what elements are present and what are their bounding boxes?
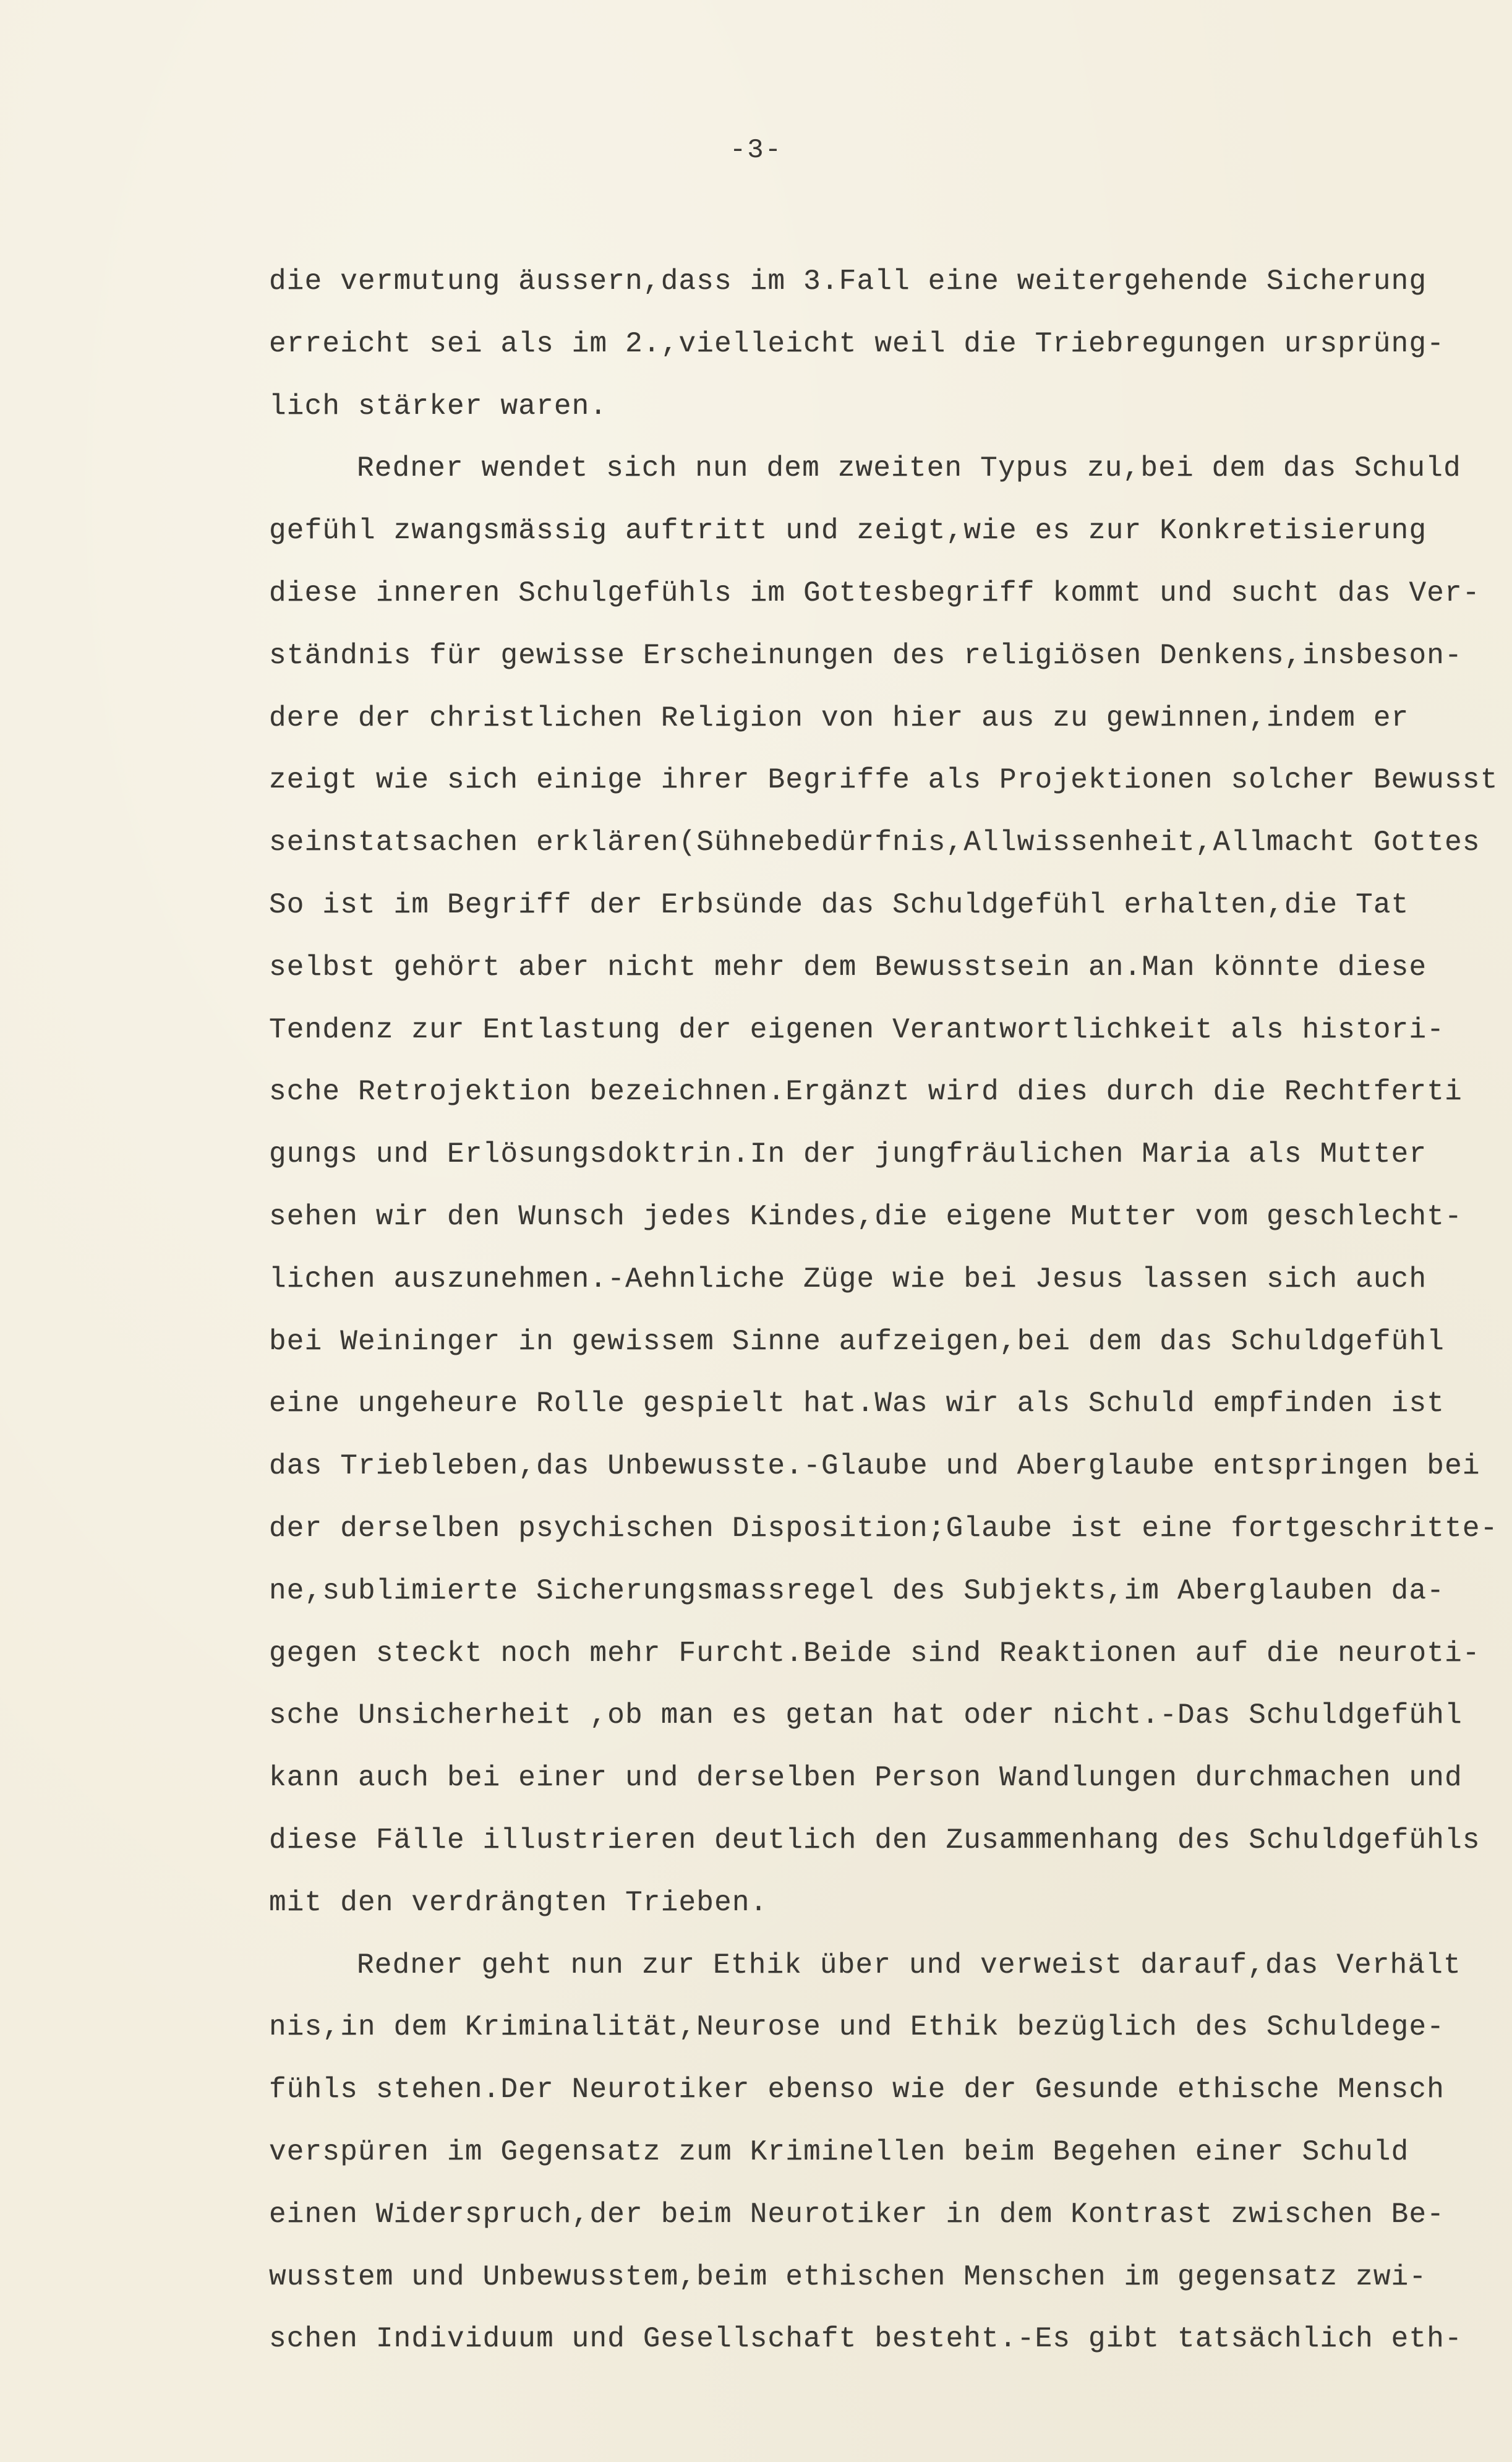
text-line: seinstatsachen erklären(Sühnebedürfnis,Allwissenheit,Allmacht Gottes (269, 826, 1480, 859)
paragraph-start-line: Redner geht nun zur Ethik über und verweist darauf,das Verhält (357, 1949, 1461, 1981)
text-line: gungs und Erlösungsdoktrin.In der jungfräulichen Maria als Mutter (269, 1138, 1427, 1171)
text-line: mit den verdrängten Trieben. (269, 1886, 768, 1919)
text-line: erreicht sei als im 2.,vielleicht weil die Triebregungen ursprüng- (269, 327, 1445, 360)
text-line: zeigt wie sich einige ihrer Begriffe als Projektionen solcher Bewusst (269, 764, 1498, 797)
text-line: sche Retrojektion bezeichnen.Ergänzt wird dies durch die Rechtferti (269, 1076, 1463, 1109)
text-line: ne,sublimierte Sicherungsmassregel des Subjekts,im Aberglauben da- (269, 1574, 1445, 1607)
text-line: bei Weininger in gewissem Sinne aufzeigen,bei dem das Schuldgefühl (269, 1325, 1445, 1358)
paragraph-start-line: Redner wendet sich nun dem zweiten Typus zu,bei dem das Schuld (357, 452, 1461, 485)
text-line: einen Widerspruch,der beim Neurotiker in dem Kontrast zwischen Be- (269, 2198, 1445, 2231)
text-line: schen Individuum und Gesellschaft besteht.-Es gibt tatsächlich eth- (269, 2323, 1463, 2356)
page-number: -3- (729, 135, 783, 166)
text-line: eine ungeheure Rolle gespielt hat.Was wir als Schuld empfinden ist (269, 1388, 1445, 1420)
text-line: fühls stehen.Der Neurotiker ebenso wie der Gesunde ethische Mensch (269, 2074, 1445, 2106)
text-line: gefühl zwangsmässig auftritt und zeigt,wie es zur Konkretisierung (269, 515, 1427, 547)
text-line: das Triebleben,das Unbewusste.-Glaube und Aberglaube entspringen bei (269, 1450, 1480, 1483)
text-line: nis,in dem Kriminalität,Neurose und Ethik bezüglich des Schuldege- (269, 2011, 1445, 2044)
typed-text-body (269, 251, 1512, 2370)
text-line: gegen steckt noch mehr Furcht.Beide sind Reaktionen auf die neuroti- (269, 1637, 1480, 1670)
text-line: verspüren im Gegensatz zum Kriminellen beim Begehen einer Schuld (269, 2135, 1409, 2168)
text-line: wusstem und Unbewusstem,beim ethischen Menschen im gegensatz zwi- (269, 2260, 1427, 2293)
text-line: So ist im Begriff der Erbsünde das Schuldgefühl erhalten,die Tat (269, 888, 1409, 921)
text-line: lich stärker waren. (269, 390, 608, 422)
text-line: diese Fälle illustrieren deutlich den Zusammenhang des Schuldgefühls (269, 1824, 1480, 1856)
text-line: diese inneren Schulgefühls im Gottesbegriff kommt und sucht das Ver- (269, 577, 1480, 609)
text-line: der derselben psychischen Disposition;Glaube ist eine fortgeschritte- (269, 1512, 1498, 1545)
text-line: die vermutung äussern,dass im 3.Fall eine weitergehende Sicherung (269, 265, 1427, 298)
text-line: ständnis für gewisse Erscheinungen des religiösen Denkens,insbeson- (269, 639, 1463, 672)
text-line: selbst gehört aber nicht mehr dem Bewusstsein an.Man könnte diese (269, 951, 1427, 984)
text-line: dere der christlichen Religion von hier aus zu gewinnen,indem er (269, 701, 1409, 734)
text-line: sche Unsicherheit ,ob man es getan hat oder nicht.-Das Schuldgefühl (269, 1699, 1463, 1732)
text-line: lichen auszunehmen.-Aehnliche Züge wie bei Jesus lassen sich auch (269, 1263, 1427, 1295)
text-line: Tendenz zur Entlastung der eigenen Verantwortlichkeit als histori- (269, 1013, 1445, 1046)
text-line: sehen wir den Wunsch jedes Kindes,die eigene Mutter vom geschlecht- (269, 1200, 1463, 1233)
text-line: kann auch bei einer und derselben Person Wandlungen durchmachen und (269, 1762, 1463, 1795)
